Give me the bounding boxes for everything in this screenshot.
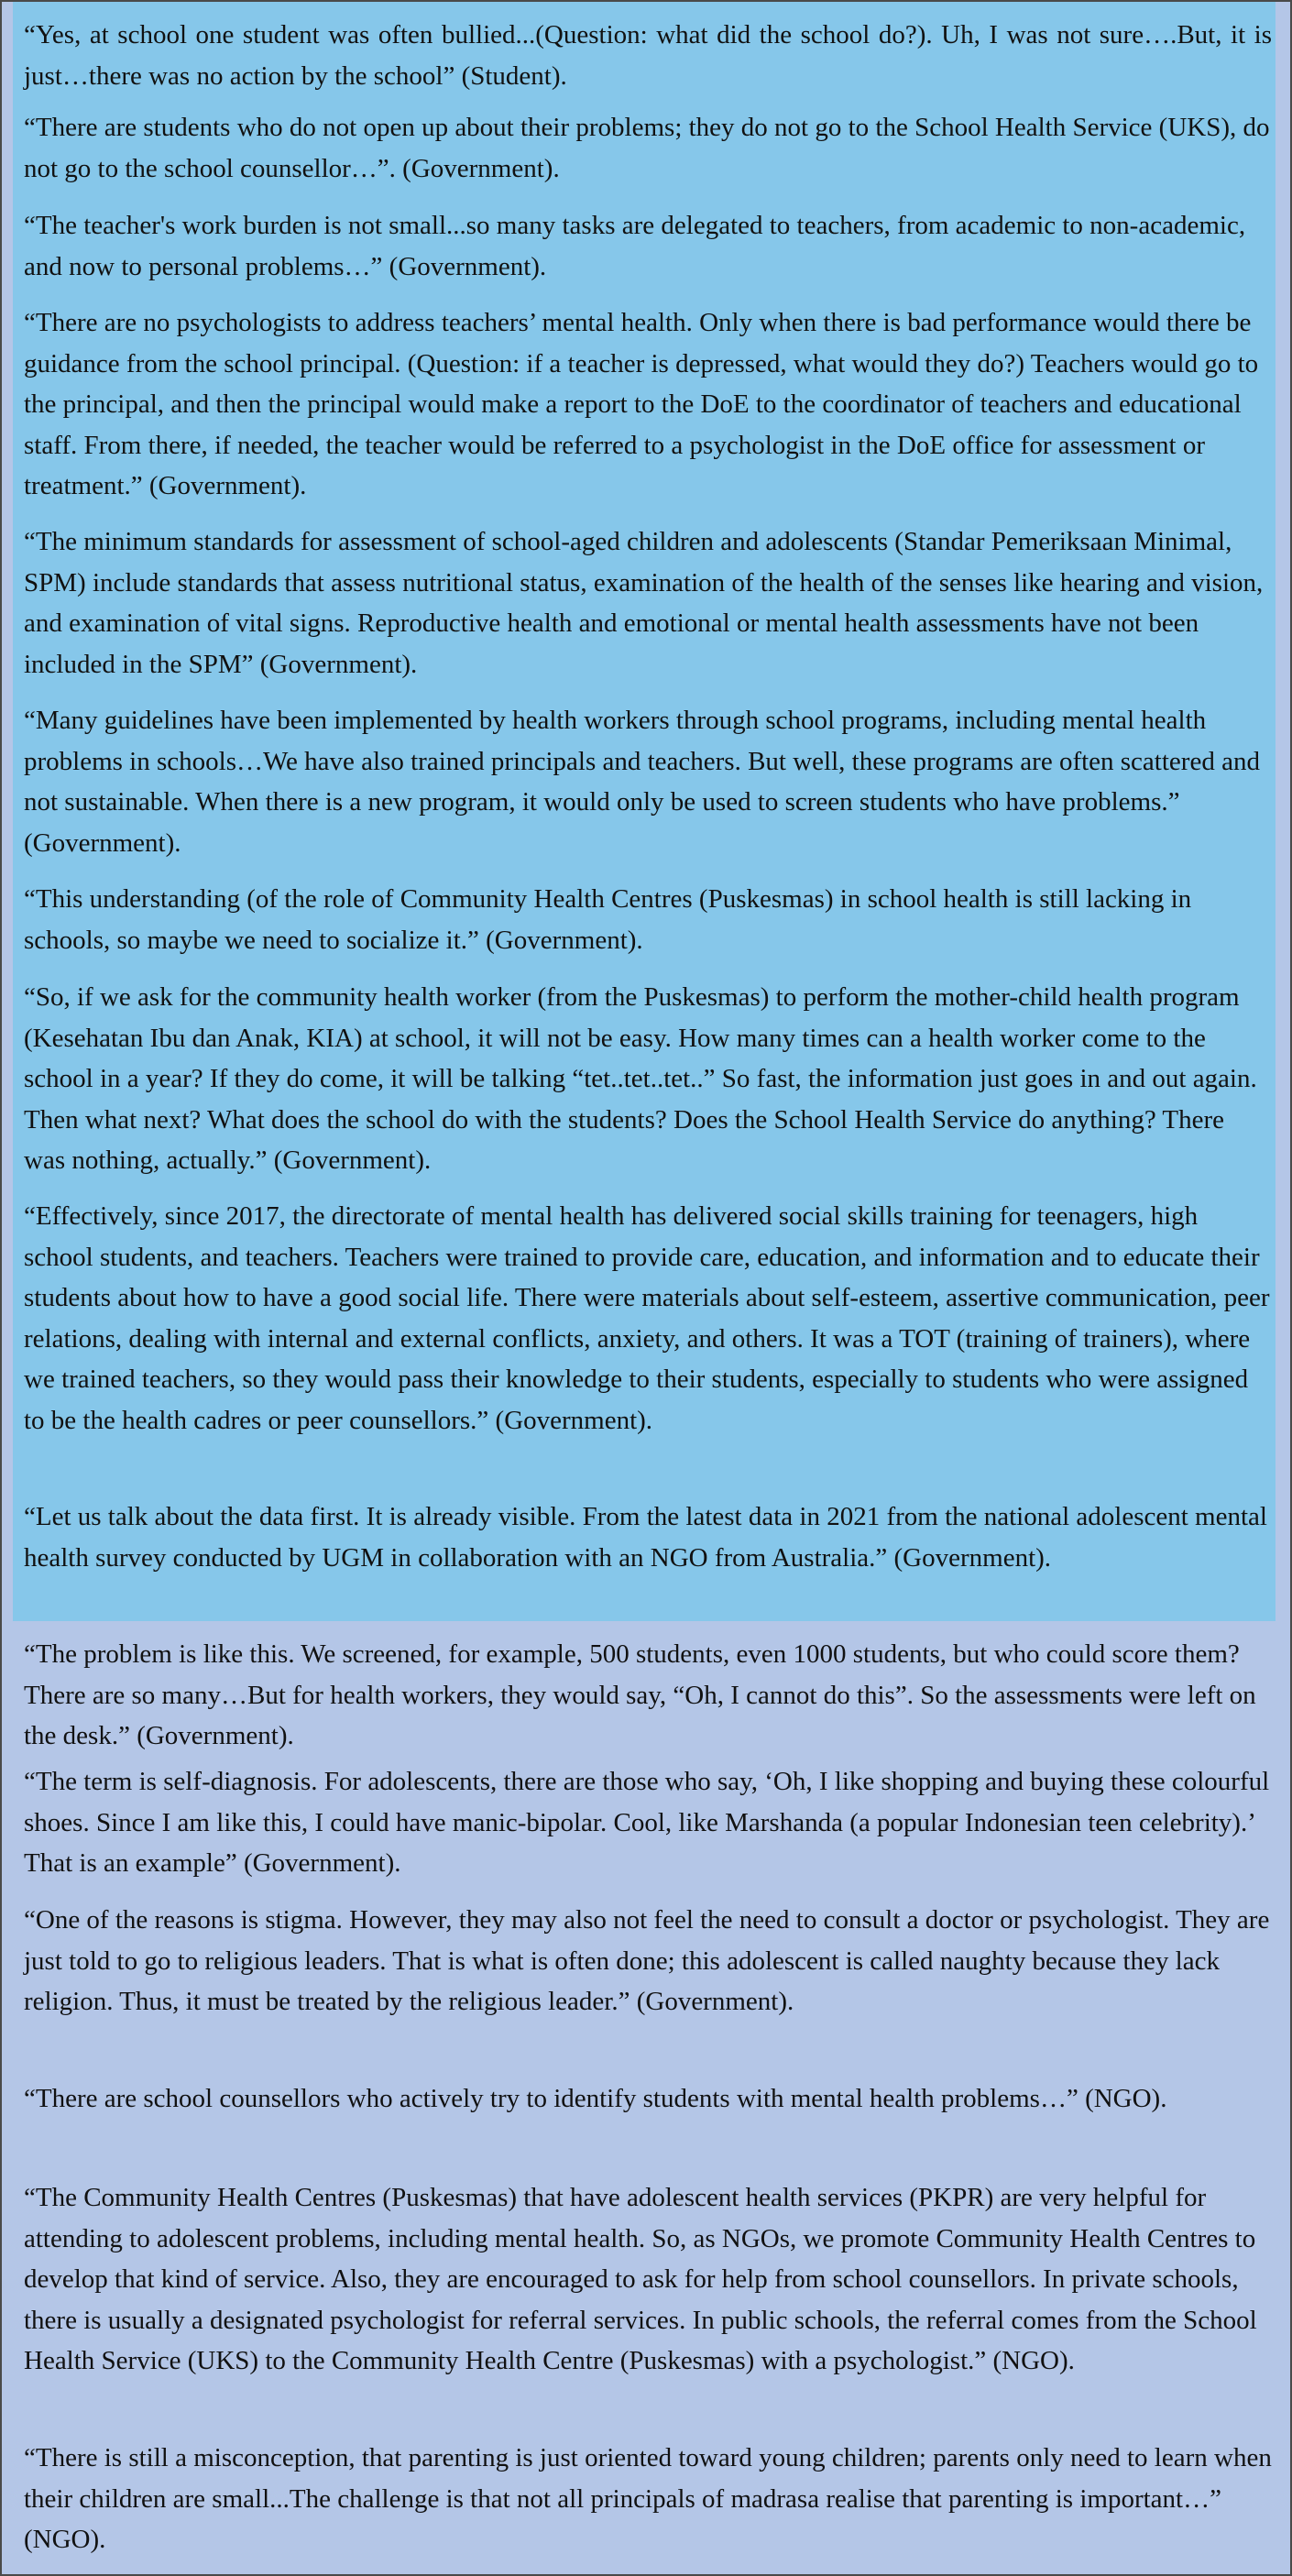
quote-9: “Effectively, since 2017, the directorate of mental health has delivered social skills training for teenagers, high school students, and teachers. Teachers were trained to provide care, education, and information and to educate their students about how to have a good social life. There were materials about self-esteem, assertive communication, peer relations, dealing with internal and external conflicts, anxiety, and others. It was a TOT (training of trainers), where we trained teachers, so they would pass their knowledge to their students, especially to students who were assigned to be the health cadres or peer counsellors.” (Government). [24,1201,1270,1435]
quote-2: “There are students who do not open up about their problems; they do not go to the School Health Service (UKS), do not go to the school counsellor…”. (Government). [24,113,1270,183]
quote-5: “The minimum standards for assessment of school-aged children and adolescents (Standar Pemeriksaan Minimal, SPM) include standards that assess nutritional status, examination of the health of the senses like hearing and vision, and examination of vital signs. Reproductive health and emotional or mental health assessments have not been included in the SPM” (Government). [24,527,1264,679]
quote-6: “Many guidelines have been implemented by health workers through school programs, including mental health problems in schools…We have also trained principals and teachers. But well, these programs are often scattered and not sustainable. When there is a new program, it would only be used to screen students who have problems.” (Government). [24,706,1260,858]
quote-10: “Let us talk about the data first. It is already visible. From the latest data in 2021 from the national adolescent mental health survey conducted by UGM in collaboration with an NGO from Australia.” (Government). [24,1502,1267,1573]
quote-15: “The Community Health Centres (Puskesmas) that have adolescent health services (PKPR) are very helpful for attending to adolescent problems, including mental health. So, as NGOs, we promote Community Health Centres to develop that kind of service. Also, they are encouraged to ask for help from school counsellors. In private schools, there is usually a designated psychologist for referral services. In public schools, the referral comes from the School Health Service (UKS) to the Community Health Centre (Puskesmas) with a psychologist.” (NGO). [24,2183,1257,2375]
quote-3: “The teacher's work burden is not small...so many tasks are delegated to teachers, from academic to non-academic, and now to personal problems…” (Government). [24,211,1246,281]
quote-8: “So, if we ask for the community health worker (from the Puskesmas) to perform the mother-child health program (Kesehatan Ibu dan Anak, KIA) at school, it will not be easy. How many times can a health worker come to the school in a year? If they do come, it will be talking “tet..tet..tet..” So fast, the information just goes in and out again. Then what next? What does the school do with the students? Does the School Health Service do anything? There was nothing, actually.” (Government). [24,982,1257,1175]
quote-11: “The problem is like this. We screened, for example, 500 students, even 1000 students, but who could score them? There are so many…But for health workers, they would say, “Oh, I cannot do this”. So the assessments were left on the desk.” (Government). [24,1639,1256,1750]
quote-16: “There is still a misconception, that parenting is just oriented toward young children; parents only need to learn when their children are small...The challenge is that not all principals of madrasa realise that parenting is important…” (NGO). [24,2443,1272,2554]
quote-12: “The term is self-diagnosis. For adolescents, there are those who say, ‘Oh, I like shopping and buying these colourful shoes. Since I am like this, I could have manic-bipolar. Cool, like Marshanda (a popular Indonesian teen celebrity).’ That is an example” (Government). [24,1767,1270,1878]
quote-14: “There are school counsellors who actively try to identify students with mental health problems…” (NGO). [24,2084,1167,2113]
quote-7: “This understanding (of the role of Community Health Centres (Puskesmas) in school health is still lacking in schools, so maybe we need to socialize it.” (Government). [24,884,1192,955]
quote-1: “Yes, at school one student was often bullied...(Question: what did the school do?). Uh, I was not sure….But, it is just…there was no action by the school” (Student). [24,20,1272,91]
quote-4: “There are no psychologists to address teachers’ mental health. Only when there is bad performance would there be guidance from the school principal. (Question: if a teacher is depressed, what would they do?) Teachers would go to the principal, and then the principal would make a report to the DoE to the coordinator of teachers and educational staff. From there, if needed, the teacher would be referred to a psychologist in the DoE office for assessment or treatment.” (Government). [24,308,1259,500]
quote-13: “One of the reasons is stigma. However, they may also not feel the need to consult a doctor or psychologist. They are just told to go to religious leaders. That is what is often done; this adolescent is called naughty because they lack religion. Thus, it must be treated by the religious leader.” (Government). [24,1905,1270,2016]
